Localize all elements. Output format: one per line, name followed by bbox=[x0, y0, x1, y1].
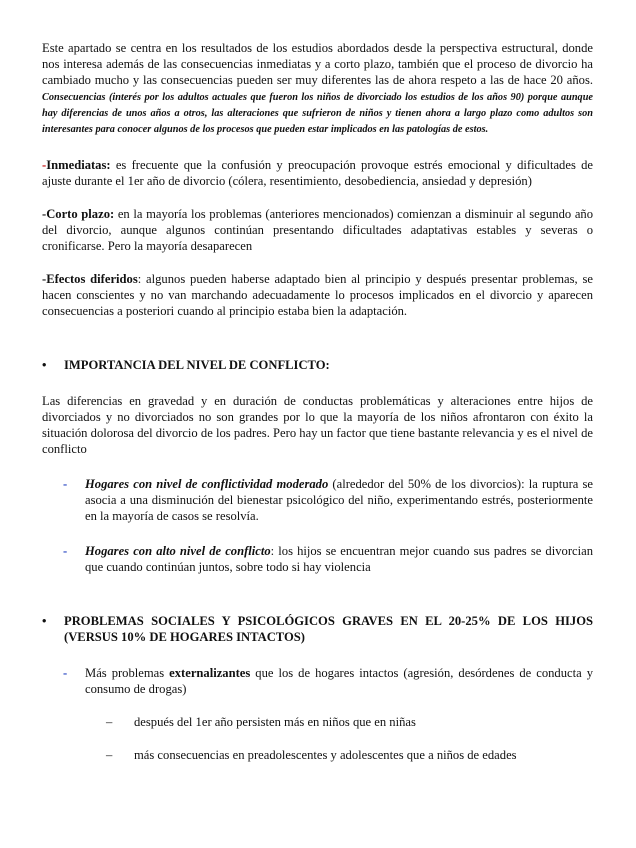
corto-plazo-text: en la mayoría los problemas (anteriores mencionados) comienzan a disminuir al segundo año del divorcio, aunque algunos continúan presentando dificultades adaptativas estables y severas o cronificarse. Pero la mayoría desaparecen bbox=[42, 207, 593, 253]
corto-plazo-label: -Corto plazo: bbox=[42, 207, 115, 221]
section-heading-conflicto bbox=[42, 357, 593, 373]
list-item-bold: externalizantes bbox=[169, 666, 251, 680]
en-dash-icon: – bbox=[106, 715, 113, 729]
intro-paragraph bbox=[42, 40, 593, 136]
sub-list-item bbox=[106, 714, 593, 730]
list-item-text: : los hijos se encuentran mejor cuando sus padres se divorcian que cuando continúan juntos, sobre todo si hay violencia bbox=[85, 544, 593, 574]
list-item bbox=[63, 665, 593, 697]
bullet-icon: • bbox=[42, 614, 47, 628]
bullet-icon: • bbox=[42, 358, 47, 372]
sub-list-item bbox=[106, 747, 593, 763]
sub-list-item-text: más consecuencias en preadolescentes y adolescentes que a niños de edades bbox=[134, 748, 517, 762]
section-heading-text: PROBLEMAS SOCIALES Y PSICOLÓGICOS GRAVES EN EL 20-25% DE LOS HIJOS (VERSUS 10% DE HOGARES INTACTOS) bbox=[64, 614, 593, 644]
inmediatas-label: Inmediatas: bbox=[46, 158, 111, 172]
list-item-label: Hogares con nivel de conflictividad moderado bbox=[85, 477, 329, 491]
list-item bbox=[63, 543, 593, 575]
dash-icon: - bbox=[63, 666, 68, 680]
document-page bbox=[42, 40, 593, 763]
intro-text: Este apartado se centra en los resultados de los estudios abordados desde la perspectiva estructural, donde nos interesa además de las consecuencias inmediatas y a corto plazo, también que el proceso de divorcio ha cambiado mucho y las consecuencias pueden ser muy diferentes las de ahora respeto a las de hace 20 años. bbox=[42, 41, 593, 87]
en-dash-icon: – bbox=[106, 748, 113, 762]
list-item-text: (alrededor del 50% de los divorcios): la ruptura se asocia a una disminución del bienestar psicológico del niño, experimentando estrés, posteriormente en la mayoría de casos se resolvía. bbox=[85, 477, 594, 523]
section-heading-text: IMPORTANCIA DEL NIVEL DE CONFLICTO: bbox=[64, 358, 330, 372]
corto-plazo-paragraph bbox=[42, 206, 593, 254]
inmediatas-paragraph bbox=[42, 157, 593, 189]
intro-italic-note: Consecuencias (interés por los adultos actuales que fueron los niños de divorciado los estudios de los años 90) porque aunque hay diferencias de unos años a otros, las alteraciones que sufrieron de niños y tienen ahora a largo plazo como adultos son interesantes para conocer algunos de los procesos que pueden estar implicados en las patologías de estos. bbox=[42, 92, 593, 135]
list-item-text-post: que los de hogares intactos (agresión, desórdenes de conducta y consumo de drogas) bbox=[85, 666, 593, 696]
efectos-diferidos-paragraph bbox=[42, 271, 593, 319]
conflicto-paragraph: Las diferencias en gravedad y en duración de conductas problemáticas y alteraciones entre hijos de divorciados y no divorciados no son grandes por lo que la mayoría de los niños afrontaron con éxito la situación dolorosa del divorcio de los padres. Pero hay un factor que tiene bastante relevancia y es el nivel de conflicto bbox=[42, 394, 593, 456]
list-item bbox=[63, 476, 593, 524]
section-heading-problemas bbox=[42, 613, 593, 645]
efectos-diferidos-text: : algunos pueden haberse adaptado bien al principio y después presentar problemas, se hacen conscientes y no van marchando adecuadamente lo procesos implicados en el divorcio y aparecen consecuencias a posteriori cuando al principio estaba bien la adaptación. bbox=[42, 272, 593, 318]
list-item-text-pre: Más problemas bbox=[85, 666, 170, 680]
inmediatas-text: es frecuente que la confusión y preocupación provoque estrés emocional y dificultades de ajuste durante el 1er año de divorcio (cólera, resentimiento, desobediencia, ansiedad y depresión) bbox=[42, 158, 593, 188]
list-item-label: Hogares con alto nivel de conflicto bbox=[85, 544, 271, 558]
sub-list-item-text: después del 1er año persisten más en niños que en niñas bbox=[134, 715, 416, 729]
red-dash: - bbox=[42, 158, 47, 172]
dash-icon: - bbox=[63, 477, 68, 491]
dash-icon: - bbox=[63, 544, 68, 558]
efectos-diferidos-label: -Efectos diferidos bbox=[42, 272, 138, 286]
